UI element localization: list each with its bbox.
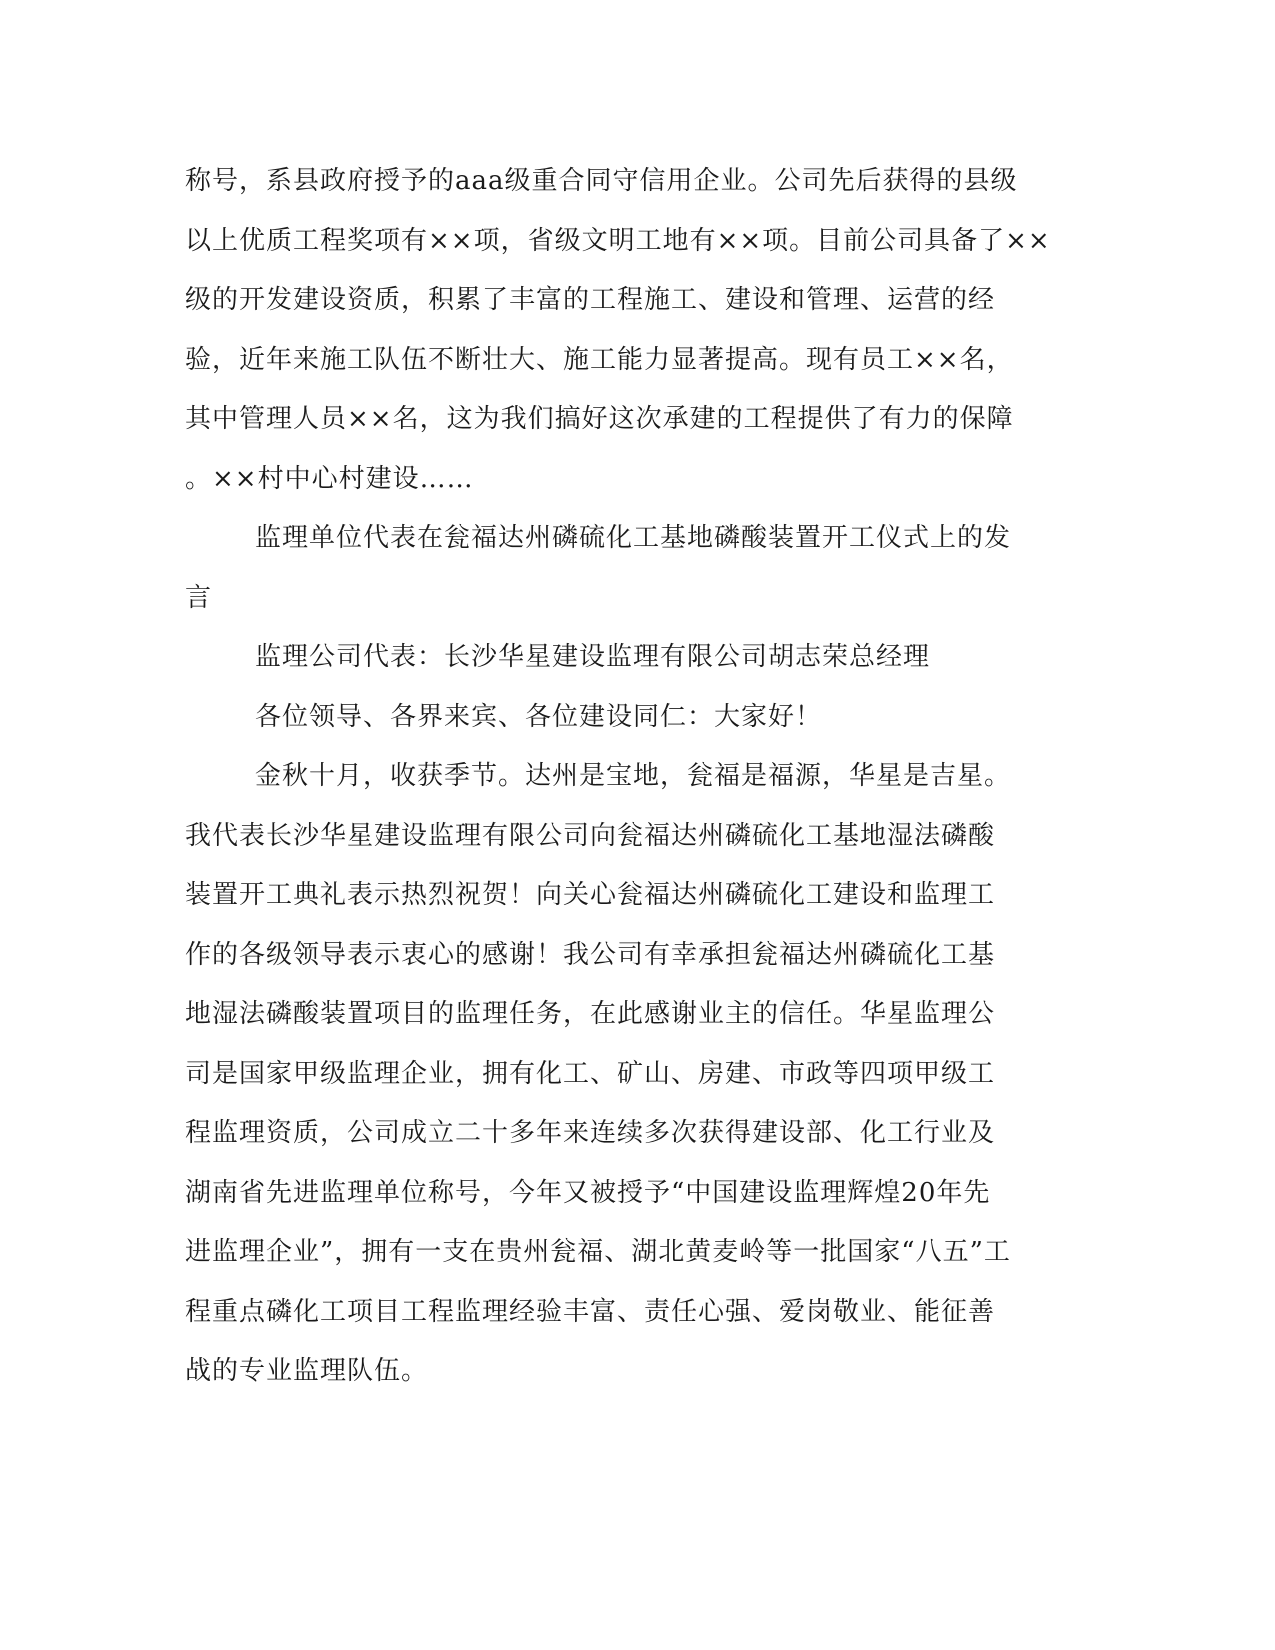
text-line: 验，近年来施工队伍不断壮大、施工能力显著提高。现有员工××名，: [185, 344, 1014, 375]
section-heading-line: 言: [185, 582, 213, 613]
text-line: 。××村中心村建设……: [185, 463, 474, 494]
text-line: 以上优质工程奖项有××项，省级文明工地有××项。目前公司具备了××: [185, 225, 1051, 256]
speaker-line: 监理公司代表：长沙华星建设监理有限公司胡志荣总经理: [255, 642, 931, 672]
text-line: 我代表长沙华星建设监理有限公司向瓮福达州磷硫化工基地湿法磷酸: [185, 820, 996, 851]
text-line: 程监理资质，公司成立二十多年来连续多次获得建设部、化工行业及: [185, 1118, 996, 1148]
text-line: 程重点磷化工项目工程监理经验丰富、责任心强、爱岗敬业、能征善: [185, 1296, 996, 1327]
text-line: 作的各级领导表示衷心的感谢！我公司有幸承担瓮福达州磷硫化工基: [185, 939, 996, 970]
section-heading-line: 监理单位代表在瓮福达州磷硫化工基地磷酸装置开工仪式上的发: [255, 523, 1012, 553]
text-line: 司是国家甲级监理企业，拥有化工、矿山、房建、市政等四项甲级工: [185, 1058, 996, 1089]
text-line: 称号，系县政府授予的aaa级重合同守信用企业。公司先后获得的县级: [185, 166, 1018, 196]
text-line: 战的专业监理队伍。: [185, 1356, 429, 1386]
greeting-line: 各位领导、各界来宾、各位建设同仁：大家好！: [255, 701, 823, 732]
text-line: 级的开发建设资质，积累了丰富的工程施工、建设和管理、运营的经: [185, 285, 996, 315]
text-line: 湖南省先进监理单位称号，今年又被授予“中国建设监理辉煌20年先: [185, 1177, 991, 1208]
document-body: [185, 152, 1051, 1402]
text-line: 金秋十月，收获季节。达州是宝地，瓮福是福源，华星是吉星。: [255, 761, 1012, 791]
text-line: 装置开工典礼表示热烈祝贺！向关心瓮福达州磷硫化工建设和监理工: [185, 880, 996, 910]
text-line: 地湿法磷酸装置项目的监理任务，在此感谢业主的信任。华星监理公: [185, 999, 996, 1029]
text-line: 其中管理人员××名，这为我们搞好这次承建的工程提供了有力的保障: [185, 404, 1014, 434]
text-line: 进监理企业”，拥有一支在贵州瓮福、湖北黄麦岭等一批国家“八五”工: [185, 1237, 1011, 1267]
